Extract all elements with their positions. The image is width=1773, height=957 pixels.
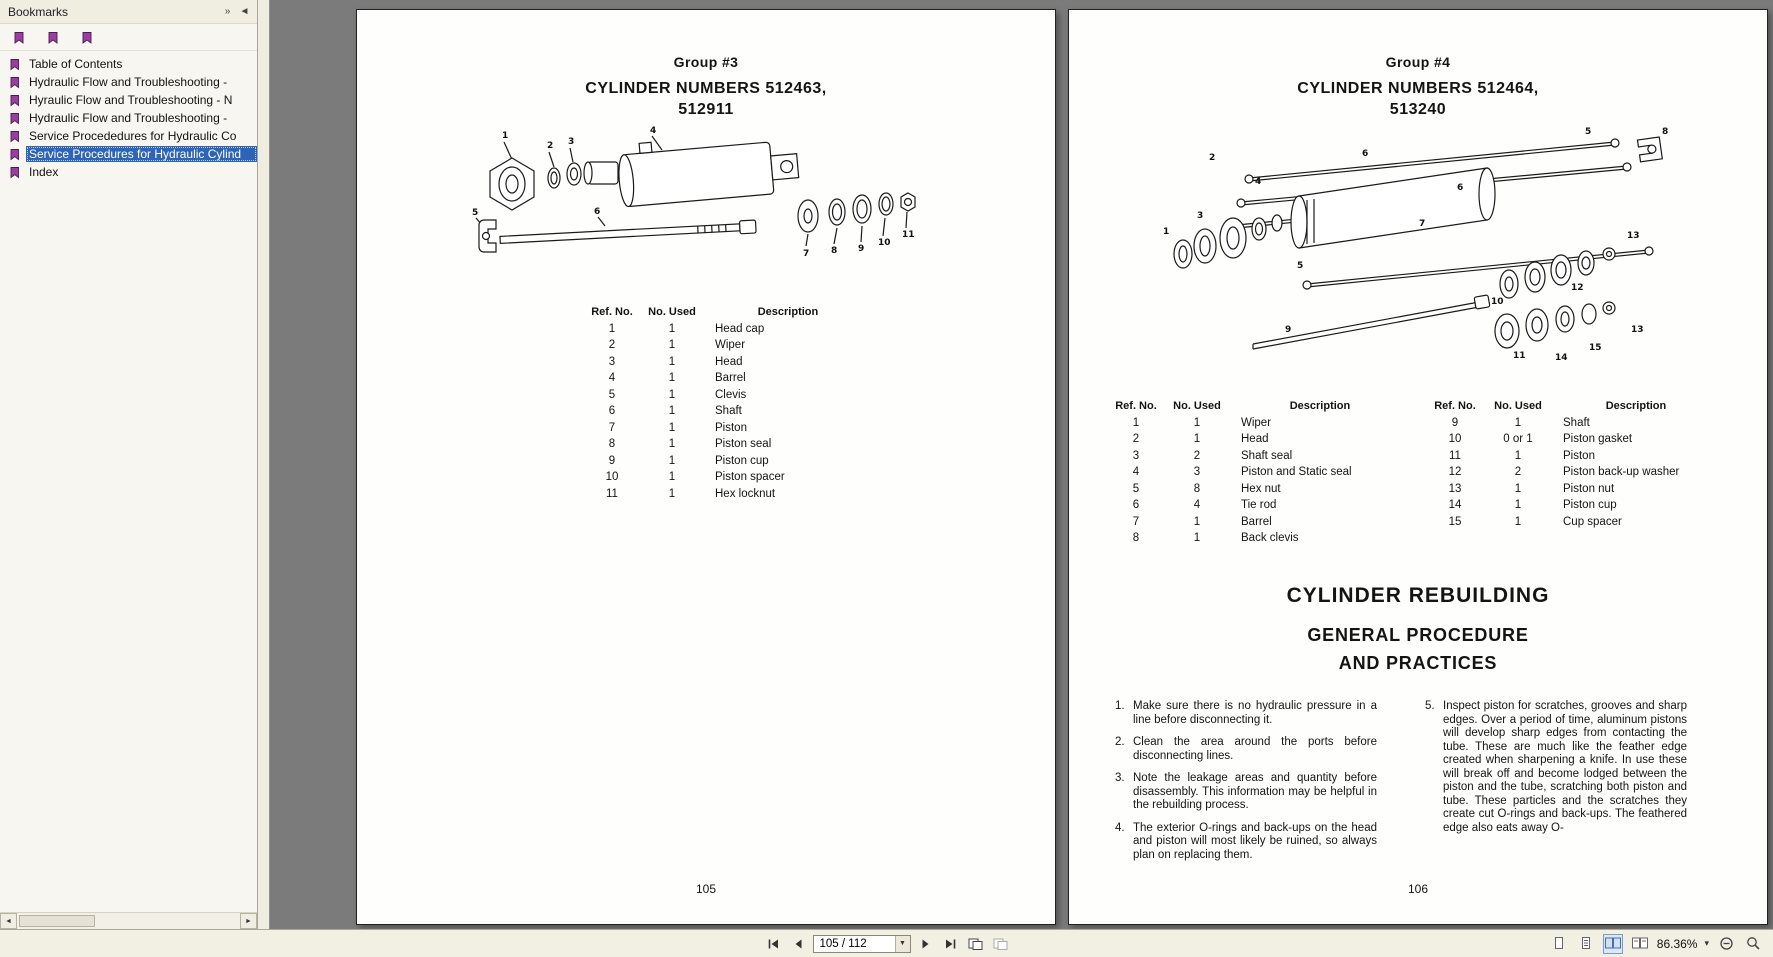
continuous-facing-view-button[interactable] (1630, 934, 1650, 954)
bookmark-label: Index (29, 165, 59, 179)
part-description: Piston and Static seal (1241, 466, 1352, 478)
part-qty: 1 (668, 454, 676, 467)
bookmarks-panel-header (0, 0, 257, 24)
diagram-callout-number: 6 (594, 207, 601, 217)
diagram-callout-number: 4 (650, 126, 657, 136)
part-qty: 1 (668, 421, 676, 434)
part-description: Clevis (715, 388, 747, 401)
diagram-callout-number: 5 (1585, 127, 1592, 137)
procedure-item (1425, 700, 1687, 835)
facing-view-button[interactable] (1603, 934, 1623, 954)
diagram-callout-number: 12 (1571, 283, 1584, 293)
procedure-item (1115, 822, 1377, 863)
part-ref-no: 7 (608, 421, 616, 434)
diagram-callout-number: 1 (502, 131, 509, 141)
diagram-callout-number: 7 (803, 249, 810, 259)
diagram-callout-number: 4 (1255, 177, 1262, 187)
page-navigation (763, 930, 1011, 957)
diagram-callout-number: 8 (831, 246, 838, 256)
part-qty: 4 (1193, 499, 1201, 511)
part-ref-no: 4 (1132, 466, 1140, 478)
part-ref-no: 7 (1132, 515, 1140, 528)
page-indicator-value[interactable]: 105 / 112 (819, 937, 867, 950)
cascade-windows-button[interactable] (966, 934, 986, 954)
part-description: Barrel (1241, 515, 1272, 528)
procedure-text: The exterior O-rings and back-ups on the head and piston will most likely be ruined, so always plan on replacing them. (1133, 821, 1377, 861)
bookmark-label: Hyraulic Flow and Troubleshooting - N (29, 93, 233, 107)
part-description: Head cap (715, 322, 765, 335)
procedure-number: 1. (1115, 700, 1125, 712)
section-subtitle-1: GENERAL PROCEDURE (1307, 625, 1529, 645)
part-description: Shaft seal (1241, 449, 1293, 462)
part-description: Piston seal (715, 438, 772, 450)
bookmark-item[interactable] (0, 145, 257, 163)
bookmark-label: Service Procedures for Hydraulic Cylind (26, 146, 257, 162)
page-dropdown-caret-icon[interactable]: ▼ (895, 936, 910, 952)
diagram-callout-number: 10 (1491, 297, 1504, 307)
part-qty: 1 (668, 471, 676, 483)
part-ref-no: 9 (1451, 416, 1459, 429)
procedure-item (1115, 772, 1377, 813)
part-ref-no: 8 (1132, 532, 1140, 544)
part-ref-no: 9 (608, 454, 616, 467)
procedure-list-right (1425, 700, 1687, 844)
diagram-callout-number: 9 (1285, 325, 1292, 335)
diagram-callout-number: 3 (1197, 211, 1204, 221)
part-qty: 1 (1514, 449, 1522, 462)
procedure-number: 4. (1115, 821, 1125, 834)
group-heading: Group #3 (673, 54, 739, 70)
diagram-callout-number: 6 (1362, 149, 1369, 159)
diagram-callout-number: 11 (902, 230, 915, 240)
diagram-callout-number: 6 (1457, 183, 1464, 193)
part-description: Piston spacer (715, 471, 785, 483)
bookmark-item[interactable] (0, 127, 257, 145)
part-qty: 1 (668, 487, 676, 500)
part-qty: 1 (1193, 532, 1201, 544)
procedure-text: Clean the area around the ports before disconnecting lines. (1133, 736, 1377, 762)
bookmark-item[interactable] (0, 55, 257, 73)
part-description: Piston (715, 421, 747, 434)
bottom-toolbar (0, 929, 1773, 957)
part-ref-no: 11 (1449, 449, 1461, 462)
part-description: Piston back-up washer (1563, 466, 1680, 478)
marquee-zoom-button[interactable] (1743, 934, 1763, 954)
diagram-callout-number: 13 (1627, 231, 1640, 241)
part-ref-no: 3 (608, 355, 616, 368)
zoom-level-label[interactable]: 86.36% (1656, 936, 1698, 951)
part-qty: 1 (668, 372, 676, 384)
part-qty: 2 (1514, 466, 1522, 478)
part-ref-no: 4 (608, 372, 616, 384)
bookmark-list (0, 51, 257, 181)
scroll-left-icon[interactable]: ◄ (0, 913, 17, 929)
part-ref-no: 5 (608, 388, 616, 401)
page-105 (356, 9, 1056, 925)
part-qty: 1 (1514, 416, 1522, 429)
bookmark-icon (8, 148, 21, 161)
part-qty: 1 (668, 339, 676, 351)
view-zoom-controls (1549, 930, 1763, 957)
bookmark-icon (8, 94, 21, 107)
part-qty: 1 (668, 438, 676, 450)
part-description: Back clevis (1241, 532, 1299, 544)
part-ref-no: 6 (1132, 499, 1140, 511)
diagram-callout-number: 2 (547, 141, 554, 151)
page-title-line2: 513240 (1389, 101, 1447, 118)
page-title-line2: 512911 (678, 101, 734, 118)
procedure-number: 2. (1115, 736, 1125, 748)
single-page-view-button[interactable] (1549, 934, 1569, 954)
diagram-callout-number: 10 (878, 238, 891, 248)
bookmark-icon (8, 130, 21, 143)
tile-windows-button[interactable] (991, 934, 1011, 954)
table-header-no-used: No. Used (1173, 400, 1221, 412)
part-description: Head (1241, 433, 1269, 445)
part-ref-no: 5 (1132, 482, 1140, 495)
next-page-button[interactable] (916, 934, 936, 954)
bookmarks-toolbar (0, 24, 257, 51)
bookmark-item[interactable] (0, 91, 257, 109)
diagram-callout-number: 9 (858, 244, 865, 254)
part-description: Hex locknut (715, 487, 776, 500)
page-number-input[interactable] (813, 935, 911, 953)
part-qty: 1 (668, 388, 676, 401)
part-qty: 1 (1193, 433, 1201, 445)
part-description: Shaft (715, 405, 742, 417)
page-number: 105 (695, 882, 717, 896)
panel-options-button[interactable]: » (224, 6, 231, 17)
part-ref-no: 13 (1448, 482, 1462, 495)
section-subtitle-2: AND PRACTICES (1338, 653, 1498, 673)
diagram-callout-number: 14 (1555, 353, 1568, 363)
procedure-text: Make sure there is no hydraulic pressure in a line before disconnecting it. (1133, 700, 1377, 726)
diagram-callout-number: 13 (1631, 325, 1644, 335)
part-qty: 1 (1514, 482, 1522, 495)
diagram-callout-number: 3 (568, 137, 575, 147)
table-header-ref-no: Ref. No. (591, 306, 633, 318)
page-title-line1: CYLINDER NUMBERS 512464, (1297, 80, 1539, 97)
diagram-callout-number: 8 (1662, 127, 1669, 137)
part-description: Head (715, 355, 743, 368)
bookmarks-panel (0, 0, 258, 929)
expand-bookmarks-icon[interactable] (8, 27, 30, 48)
table-header-no-used: No. Used (648, 306, 696, 318)
page-number: 106 (1407, 882, 1429, 896)
first-page-button[interactable] (763, 934, 783, 954)
part-ref-no: 2 (1132, 433, 1140, 445)
part-ref-no: 2 (608, 339, 616, 351)
part-description: Wiper (1241, 416, 1272, 429)
part-ref-no: 1 (608, 322, 616, 335)
part-ref-no: 11 (606, 487, 618, 500)
part-ref-no: 15 (1448, 515, 1462, 528)
part-qty: 1 (1193, 416, 1201, 429)
part-description: Barrel (715, 372, 746, 384)
bookmark-icon (8, 112, 21, 125)
cylinder-exploded-diagram-group3 (462, 122, 942, 304)
diagram-callout-number: 7 (1419, 219, 1426, 229)
bookmark-label: Service Procededures for Hydraulic Co (29, 129, 237, 143)
last-page-button[interactable] (941, 934, 961, 954)
part-qty: 1 (1514, 499, 1522, 511)
table-header-ref-no: Ref. No. (1434, 400, 1476, 412)
part-qty: 1 (668, 355, 676, 368)
diagram-callout-number: 2 (1209, 153, 1216, 163)
parts-table-left (1107, 398, 1411, 547)
part-qty: 1 (668, 322, 676, 335)
table-header-description: Description (1605, 400, 1667, 412)
parts-table (583, 304, 873, 502)
table-header-ref-no: Ref. No. (1115, 400, 1157, 412)
table-header-description: Description (757, 306, 819, 318)
collapse-panel-button[interactable]: ◄ (239, 6, 250, 17)
bookmark-icon (8, 166, 21, 179)
part-description: Tie rod (1241, 499, 1277, 511)
cylinder-exploded-diagram-group4 (1157, 126, 1687, 378)
part-ref-no: 10 (605, 471, 619, 483)
part-ref-no: 12 (1448, 466, 1462, 478)
bookmark-item[interactable] (0, 109, 257, 127)
part-ref-no: 8 (608, 438, 616, 450)
bookmark-item[interactable] (0, 163, 257, 181)
diagram-callout-number: 11 (1513, 351, 1526, 361)
part-qty: 1 (1193, 515, 1201, 528)
part-description: Piston nut (1563, 482, 1615, 495)
part-ref-no: 6 (608, 405, 616, 417)
part-description: Cup spacer (1563, 515, 1622, 528)
previous-page-button[interactable] (788, 934, 808, 954)
procedure-number: 3. (1115, 772, 1125, 784)
bookmark-label: Table of Contents (29, 57, 123, 71)
part-qty: 8 (1193, 482, 1201, 495)
page-title-line1: CYLINDER NUMBERS 512463, (585, 80, 827, 97)
part-description: Wiper (715, 339, 746, 351)
bookmarks-panel-title: Bookmarks (8, 4, 69, 19)
document-view (270, 0, 1773, 929)
diagram-callout-number: 5 (1297, 261, 1304, 271)
part-ref-no: 1 (1132, 416, 1140, 429)
bookmark-label: Hydraulic Flow and Troubleshooting - (29, 75, 228, 89)
bookmark-icon (8, 76, 21, 89)
part-description: Piston cup (1563, 499, 1617, 511)
part-description: Hex nut (1241, 482, 1281, 495)
part-ref-no: 3 (1132, 449, 1140, 462)
group-heading: Group #4 (1385, 54, 1451, 70)
table-header-no-used: No. Used (1494, 400, 1542, 412)
parts-table-right (1425, 398, 1721, 530)
part-qty: 1 (1514, 515, 1522, 528)
part-description: Piston cup (715, 454, 769, 467)
part-description: Piston (1563, 449, 1595, 462)
zoom-out-button[interactable] (1716, 934, 1736, 954)
procedure-number: 5. (1425, 700, 1435, 712)
bookmark-icon (8, 58, 21, 71)
procedure-text: Inspect piston for scratches, grooves and sharp edges. Over a period of time, aluminum pistons will develop sharp edges from contacting the tube. These are much like the feather edge created when sharpening a knife. In use these will break off and become lodged between the piston and the tube, scratching both piston and tube. These particles and the scratches they create cut O-rings and back-ups. The feathered edge also eats away O- (1443, 700, 1687, 834)
page-106 (1068, 9, 1768, 925)
scroll-right-icon[interactable]: ► (240, 913, 257, 929)
part-description: Shaft (1563, 416, 1590, 429)
procedure-list-left (1115, 700, 1377, 871)
diagram-callout-number: 15 (1589, 343, 1602, 353)
panel-splitter[interactable] (258, 0, 270, 929)
part-qty: 3 (1193, 466, 1201, 478)
part-ref-no: 10 (1448, 433, 1462, 445)
zoom-dropdown-caret-icon[interactable]: ▾ (1704, 938, 1709, 948)
table-header-description: Description (1289, 400, 1351, 412)
section-title: CYLINDER REBUILDING (1286, 584, 1550, 607)
part-ref-no: 14 (1448, 499, 1462, 511)
diagram-callout-number: 1 (1163, 227, 1170, 237)
bookmark-item[interactable] (0, 73, 257, 91)
diagram-callout-number: 5 (472, 208, 479, 218)
procedure-item (1115, 700, 1377, 727)
bookmarks-horizontal-scrollbar (0, 912, 257, 929)
collapse-bookmarks-icon[interactable] (42, 27, 64, 48)
goto-bookmark-icon[interactable] (76, 27, 98, 48)
part-description: Piston gasket (1563, 433, 1633, 445)
part-qty: 0 or 1 (1503, 433, 1533, 445)
procedure-item (1115, 736, 1377, 763)
bookmark-label: Hydraulic Flow and Troubleshooting - (29, 111, 228, 125)
continuous-view-button[interactable] (1576, 934, 1596, 954)
procedure-text: Note the leakage areas and quantity before disassembly. This information may be helpful in the rebuilding process. (1133, 772, 1377, 811)
part-qty: 2 (1193, 449, 1201, 462)
part-qty: 1 (668, 405, 676, 417)
scrollbar-thumb[interactable] (19, 915, 95, 927)
